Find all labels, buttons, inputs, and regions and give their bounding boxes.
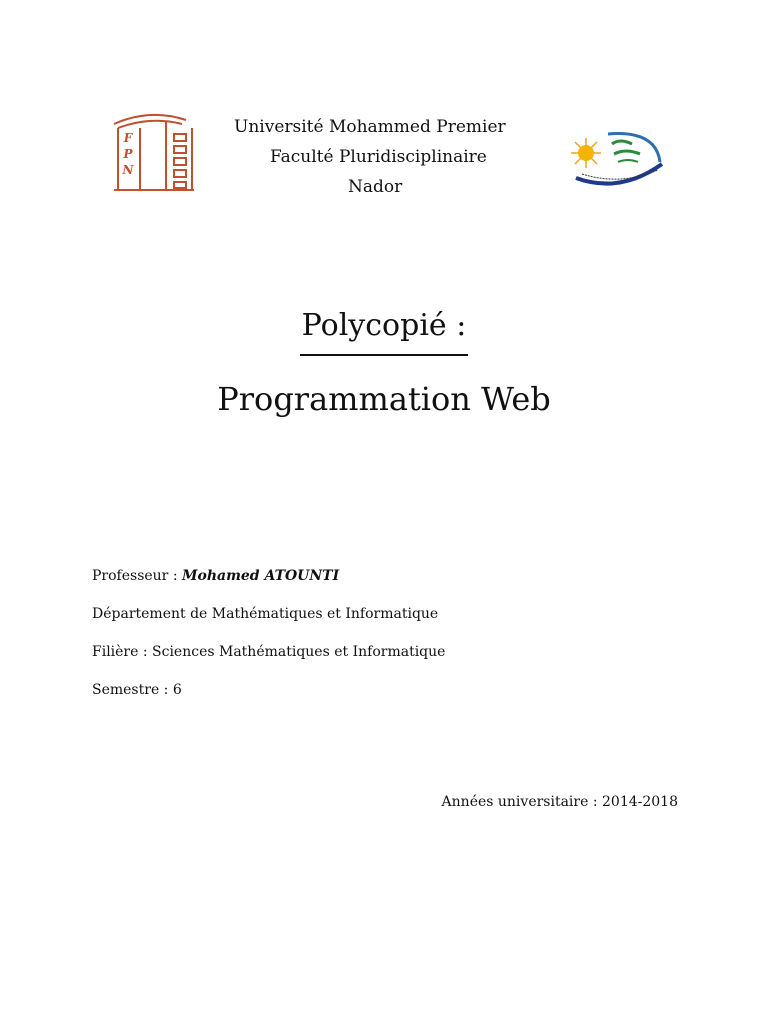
fpn-logo-letter-n: N: [122, 163, 134, 177]
university-logo: [568, 128, 666, 190]
university-name: Université Mohammed Premier: [234, 117, 506, 137]
polycopie-label: Polycopié :: [301, 308, 467, 343]
fpn-logo-letter-f: F: [123, 131, 133, 145]
faculty-name: Faculté Pluridisciplinaire: [270, 147, 487, 167]
fpn-faculty-logo: [110, 110, 196, 192]
semestre-line: Semestre : 6: [92, 682, 182, 698]
city-name: Nador: [348, 177, 403, 197]
professor-name: Mohamed ATOUNTI: [182, 568, 340, 584]
academic-years: Années universitaire : 2014-2018: [441, 794, 678, 810]
professor-line: [92, 568, 339, 584]
filiere-line: Filière : Sciences Mathématiques et Informatique: [92, 644, 446, 660]
department-line: Département de Mathématiques et Informatique: [92, 606, 439, 622]
title-underline: [300, 354, 468, 356]
course-title: Programmation Web: [217, 380, 551, 418]
professor-label: Professeur :: [92, 568, 182, 584]
fpn-logo-letter-p: P: [123, 147, 133, 161]
